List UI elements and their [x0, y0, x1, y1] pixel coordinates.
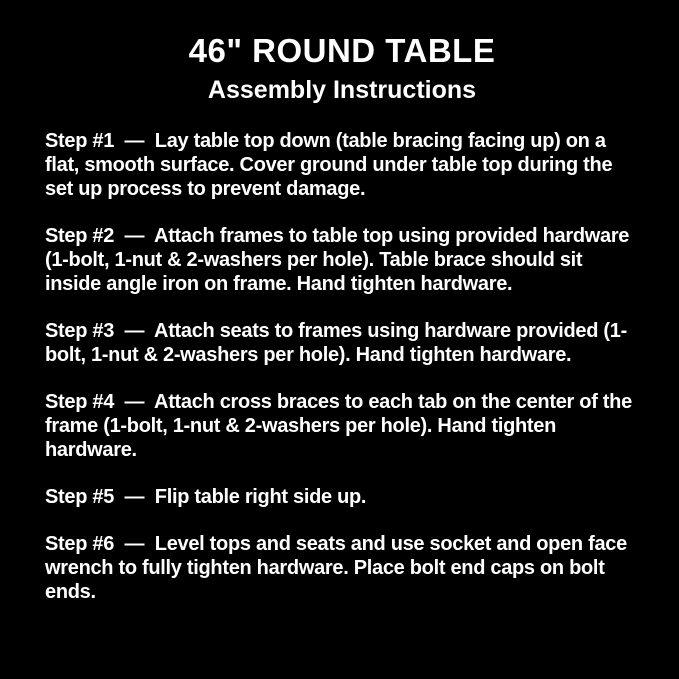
step-text: Attach cross braces to each tab on the center of the frame (1-bolt, 1-nut & 2-washers per hole). Hand tighten hardware. — [45, 390, 638, 461]
step-separator: — — [114, 319, 155, 342]
step-item-4 — [45, 390, 640, 462]
step-separator: — — [114, 390, 155, 413]
step-separator: — — [114, 129, 155, 152]
step-text: Flip table right side up. — [154, 485, 367, 508]
step-label: Step #4 — [45, 390, 115, 413]
step-label: Step #5 — [45, 485, 115, 508]
step-text: Level tops and seats and use socket and open face wrench to fully tighten hardware. Place bolt end caps on bolt ends. — [45, 532, 633, 603]
step-label: Step #6 — [45, 532, 115, 555]
step-text: Attach seats to frames using hardware provided (1-bolt, 1-nut & 2-washers per hole). Hand tighten hardware. — [45, 319, 627, 366]
step-item-3 — [45, 319, 640, 367]
steps-list — [45, 129, 640, 604]
step-separator: — — [114, 485, 155, 508]
step-separator: — — [114, 532, 155, 555]
page-subtitle: Assembly Instructions — [207, 75, 477, 104]
step-text: Lay table top down (table bracing facing up) on a flat, smooth surface. Cover ground under table top during the set up process to prevent damage. — [45, 129, 618, 200]
step-item-5 — [45, 485, 640, 509]
step-item-6 — [45, 532, 640, 604]
step-item-2 — [45, 224, 640, 296]
step-label: Step #1 — [45, 129, 115, 152]
step-text: Attach frames to table top using provided hardware (1-bolt, 1-nut & 2-washers per hole). Table brace should sit inside angle iron on frame. Hand tighten hardware. — [45, 224, 635, 295]
step-item-1 — [45, 129, 640, 201]
step-label: Step #3 — [45, 319, 115, 342]
step-separator: — — [114, 224, 155, 247]
step-label: Step #2 — [45, 224, 115, 247]
page-title: 46" ROUND TABLE — [188, 32, 496, 69]
